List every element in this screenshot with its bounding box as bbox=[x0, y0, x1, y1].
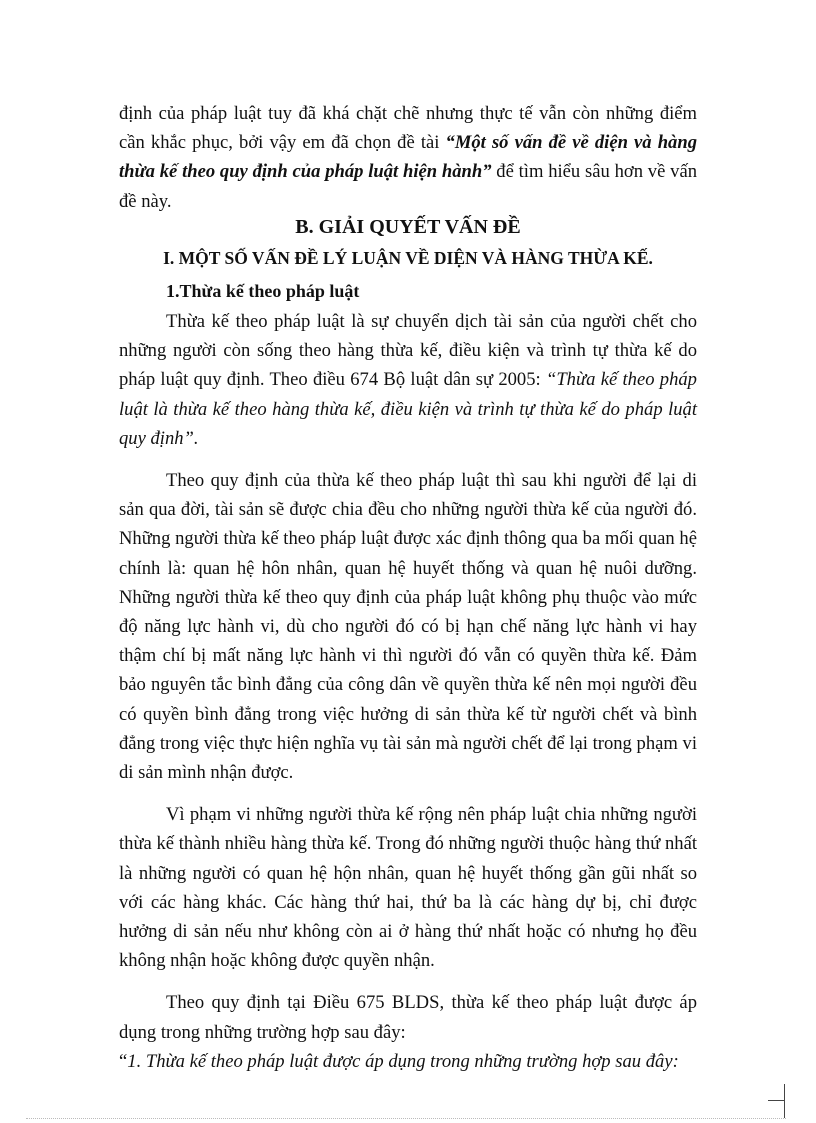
section-b-heading: B. GIẢI QUYẾT VẤN ĐỀ bbox=[295, 216, 521, 238]
paragraph-3: Vì phạm vi những người thừa kế rộng nên pháp luật chia những người thừa kế thành nhiều hàng thừa kế. Trong đó những người thuộc hàng thứ nhất là những người có quan hệ hộn nhân, quan hệ huyết thống gần gũi nhất so với các hàng khác. Các hàng thứ hai, thứ ba là các hàng dự bị, chỉ được hưởng di sản nếu như không còn ai ở hàng thứ nhất hoặc có nhưng họ đều không nhận hoặc không được quyền nhận. bbox=[119, 804, 697, 972]
paragraph-1 bbox=[119, 307, 697, 453]
page-bottom-rule bbox=[26, 1118, 786, 1119]
paragraph-4: Theo quy định tại Điều 675 BLDS, thừa kế theo pháp luật được áp dụng trong những trường hợp sau đây: bbox=[119, 992, 697, 1043]
article-675-quote: 1. Thừa kế theo pháp luật được áp dụng trong những trường hợp sau đây: bbox=[127, 1050, 679, 1072]
section-i-heading: I. MỘT SỐ VẤN ĐỀ LÝ LUẬN VỀ DIỆN VÀ HÀNG THỪA KẾ. bbox=[163, 248, 653, 268]
paragraph-2: Theo quy định của thừa kế theo pháp luật thì sau khi người để lại di sản qua đời, tài sản sẽ được chia đều cho những người thừa kế của người đó. Những người thừa kế theo pháp luật được xác định thông qua ba mối quan hệ chính là: quan hệ hôn nhân, quan hệ huyết thống và quan hệ nuôi dưỡng. Những người thừa kế theo quy định của pháp luật không phụ thuộc vào mức độ năng lực hành vi, dù cho người đó có bị hạn chế năng lực hành vi hay thậm chí bị mất năng lực hành vi thì người đó vẫn có quyền thừa kế. Đảm bảo nguyên tắc bình đẳng của công dân về quyền thừa kế nên mọi người đều có quyền bình đẳng trong việc hưởng di sản thừa kế từ người chết và bình đẳng trong việc thực hiện nghĩa vụ tài sản mà người chết để lại trong phạm vi di sản mình nhận được. bbox=[119, 470, 697, 784]
corner-mark-horizontal bbox=[768, 1100, 784, 1101]
quote-open-mark: “ bbox=[119, 1050, 128, 1072]
intro-text-start: định của pháp luật tuy đã khá chặt chẽ nhưng thực tế vẫn còn những điểm cần khắc phục, bởi vậy em đã chọn đề tài bbox=[119, 103, 697, 154]
article-674-quote: “Thừa kế theo pháp luật là thừa kế theo hàng thừa kế, điều kiện và trình tự thừa kế do pháp luật quy định”. bbox=[119, 369, 697, 449]
intro-paragraph bbox=[119, 99, 697, 216]
paragraph-1-text: Thừa kế theo pháp luật là sự chuyển dịch tài sản của người chết cho những người còn sống theo hàng thừa kế, điều kiện và trình tự thừa kế do pháp luật quy định. Theo điều 674 Bộ luật dân sự 2005: bbox=[119, 311, 697, 391]
corner-mark-vertical bbox=[784, 1084, 785, 1118]
body-text bbox=[119, 307, 697, 1076]
section-1-heading: 1.Thừa kế theo pháp luật bbox=[166, 281, 360, 301]
paragraph-5 bbox=[119, 1047, 697, 1076]
topic-title: “Một số vấn đề về diện và hàng thừa kế theo quy định của pháp luật hiện hành” bbox=[119, 132, 697, 183]
intro-text-end: để tìm hiểu sâu hơn về vấn đề này. bbox=[119, 161, 697, 212]
